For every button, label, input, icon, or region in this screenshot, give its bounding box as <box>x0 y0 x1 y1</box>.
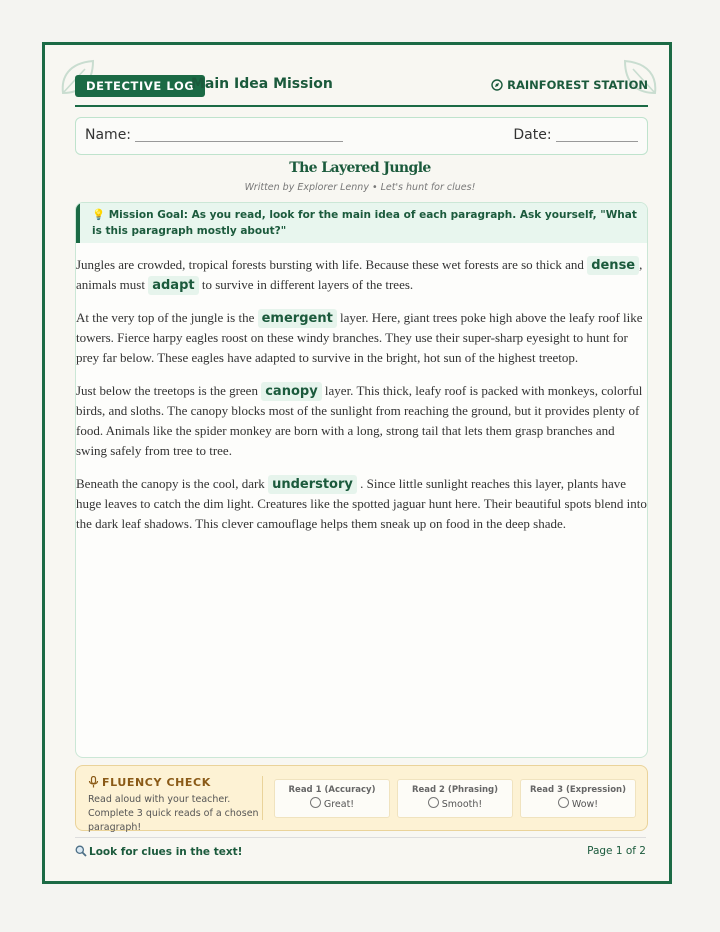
fluency-title: FLUENCY CHECK <box>102 776 211 789</box>
paragraph-text: Beneath the canopy is the cool, dark <box>76 476 269 491</box>
worksheet-header <box>75 73 648 107</box>
paragraph-text: Just below the treetops is the green <box>76 383 262 398</box>
paragraph <box>76 381 647 461</box>
paragraph-text: layer. This thick, leafy roof is packed with monkeys, colorful birds, and sloths. The canopy blocks most of the sunlight from reaching the ground, but it provides plenty of food. Animals like the spider monkey are born with a long, strong tail that lets them grasp branches and swing safely from tree to tree. <box>76 383 643 458</box>
passage-byline: Written by Explorer Lenny • Let's hunt for clues! <box>244 182 476 193</box>
read-option-label: Great! <box>323 799 355 810</box>
vocab-word: canopy <box>261 382 321 401</box>
paragraph-text: layer. Here, giant trees poke high above the leafy roof like towers. Fierce harpy eagles roost on these windy branches. They use their super-sharp eyesight to hunt for prey far below. These eagles have adapted to survive in the bright, hot sun of the highest treetop. <box>76 310 643 365</box>
paragraph-text: At the very top of the jungle is the <box>76 310 258 325</box>
paragraph-text: , animals must <box>76 257 643 292</box>
clue-text: Look for clues in the text! <box>89 846 243 858</box>
vocab-word: dense <box>587 256 639 275</box>
checkbox-circle[interactable] <box>310 797 321 808</box>
name-date-box <box>75 117 648 155</box>
read-label: Read 2 (Phrasing) <box>411 785 499 795</box>
fluency-heading <box>88 776 211 789</box>
passage-body <box>76 255 647 534</box>
worksheet-footer <box>75 837 646 858</box>
fluency-divider <box>262 776 263 820</box>
name-line[interactable] <box>135 141 343 142</box>
worksheet-page <box>42 42 672 884</box>
date-label: Date: <box>513 127 552 143</box>
paragraph-text: to survive in different layers of the trees. <box>198 277 414 292</box>
reading-passage <box>75 202 648 758</box>
mission-goal: 💡 Mission Goal: As you read, look for the main idea of each paragraph. Ask yourself, "What is this paragraph mostly about?" <box>76 203 647 243</box>
fluency-description: Read aloud with your teacher. Complete 3 quick reads of a chosen paragraph! <box>88 794 259 833</box>
vocab-word: adapt <box>148 276 198 295</box>
paragraph-text: Jungles are crowded, tropical forests bursting with life. Because these wet forests are so thick and <box>76 257 588 272</box>
name-field[interactable] <box>85 127 343 143</box>
read-2-box[interactable] <box>397 779 513 818</box>
paragraph-text: . Since little sunlight reaches this layer, plants have huge leaves to catch the dim light. Creatures like the spotted jaguar hunt here. Their beautiful spots blend into the dark leaf shadows. This clever camouflage helps them sneak up on food in the deep shade. <box>76 476 647 531</box>
date-line[interactable] <box>556 141 638 142</box>
vocab-word: emergent <box>258 309 337 328</box>
read-label: Read 3 (Expression) <box>530 785 626 795</box>
magnifier-icon <box>75 845 87 857</box>
paragraph <box>76 308 647 368</box>
checkbox-circle[interactable] <box>558 797 569 808</box>
checkbox-circle[interactable] <box>428 797 439 808</box>
vocab-word: understory <box>268 475 357 494</box>
compass-icon <box>491 79 503 91</box>
read-1-box[interactable] <box>274 779 390 818</box>
name-label: Name: <box>85 127 132 143</box>
read-option-label: Smooth! <box>441 799 483 810</box>
page-number: Page 1 of 2 <box>587 845 646 857</box>
paragraph <box>76 474 647 534</box>
paragraph <box>76 255 647 295</box>
read-option-label: Wow! <box>571 799 599 810</box>
detective-log-badge: DETECTIVE LOG <box>75 75 205 97</box>
passage-title: The Layered Jungle <box>289 160 431 176</box>
station-label <box>491 78 648 92</box>
read-option[interactable] <box>398 797 512 810</box>
read-option[interactable] <box>275 797 389 810</box>
clue-note <box>75 845 242 858</box>
read-option[interactable] <box>521 797 635 810</box>
microphone-icon <box>88 776 99 788</box>
station-text: RAINFOREST STATION <box>507 78 648 92</box>
read-3-box[interactable] <box>520 779 636 818</box>
read-label: Read 1 (Accuracy) <box>288 785 376 795</box>
fluency-check-panel <box>75 765 648 831</box>
mission-title: Main Idea Mission <box>191 76 333 92</box>
date-field[interactable] <box>513 127 638 143</box>
